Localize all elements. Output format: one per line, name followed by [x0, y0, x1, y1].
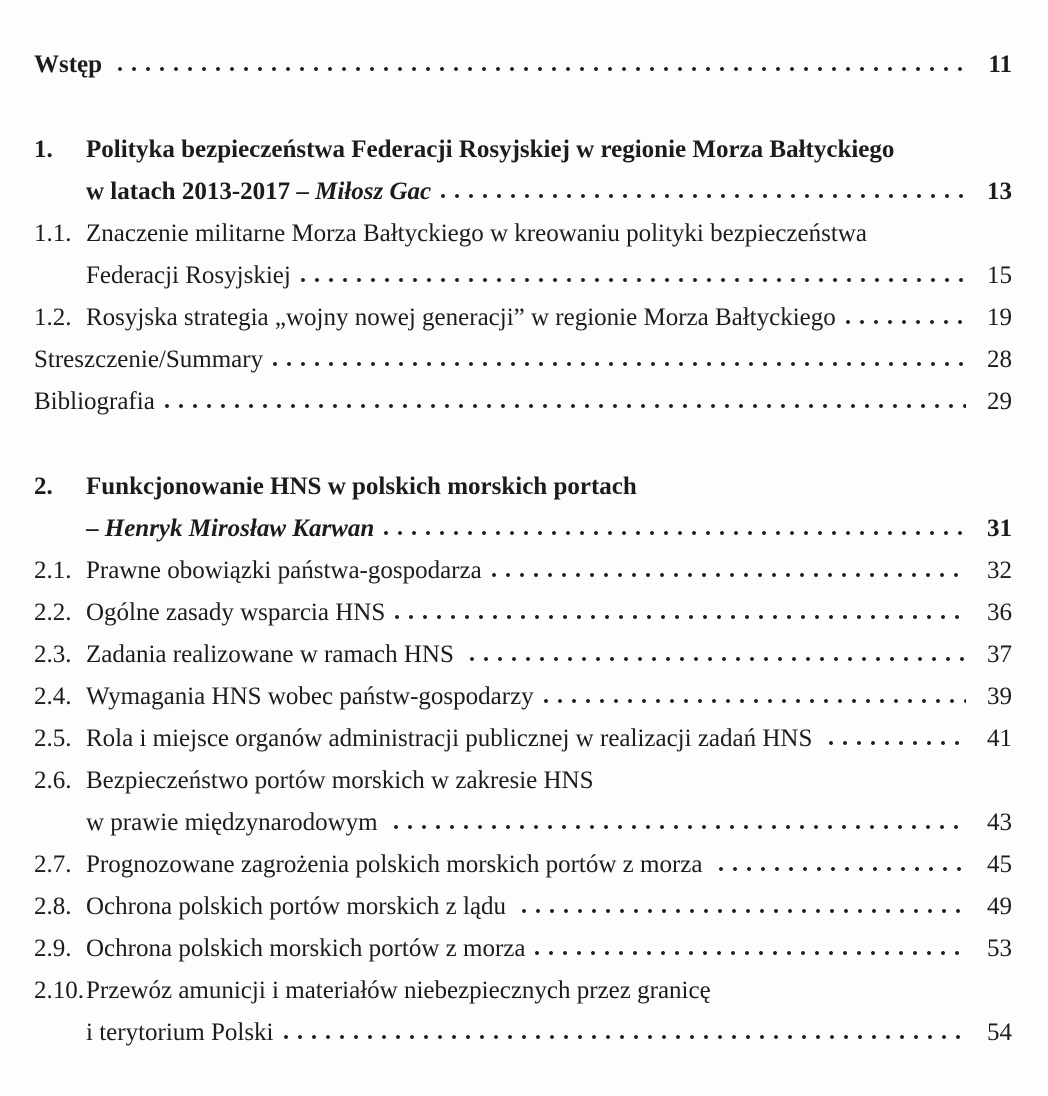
toc-entry-section-1-1 — [34, 213, 1012, 297]
toc-page-number: 32 — [987, 557, 1012, 584]
toc-entry-title: w prawie międzynarodowym — [86, 809, 384, 836]
toc-line — [34, 718, 1012, 760]
toc-page-number: 54 — [987, 1019, 1012, 1046]
toc-line — [34, 886, 1012, 928]
toc-page-number: 19 — [987, 304, 1012, 331]
toc-entry-number: 2.7. — [34, 851, 72, 878]
dot-leader — [469, 656, 966, 662]
toc-entry-section-2-8 — [34, 886, 1012, 928]
toc-entry-streszczenie-summary-1 — [34, 339, 1012, 381]
toc-page-number: 13 — [987, 178, 1012, 205]
dot-leader — [394, 614, 966, 620]
toc-entry-section-2-9 — [34, 928, 1012, 970]
toc-page-number: 49 — [987, 893, 1012, 920]
toc-line — [34, 592, 1012, 634]
toc-line — [34, 508, 1012, 550]
toc-page-number: 39 — [987, 683, 1012, 710]
toc-entry-title: Wstęp — [34, 51, 109, 78]
toc-entry-title: Rosyjska strategia „wojny nowej generacji” w regionie Morza Bałtyckiego — [86, 304, 836, 331]
toc-entry-chapter-1 — [34, 129, 1012, 213]
toc-line — [34, 297, 1012, 339]
dot-leader — [534, 950, 966, 956]
toc-entry-section-2-10 — [34, 970, 1012, 1054]
toc-entry-section-2-6 — [34, 760, 1012, 844]
toc-entry-title: Prognozowane zagrożenia polskich morskich portów z morza — [86, 851, 709, 878]
toc-entry-number: 2.2. — [34, 599, 72, 626]
toc-entry-number: 2.8. — [34, 893, 72, 920]
toc-entry-bibliografia-1 — [34, 381, 1012, 423]
toc-entry-title: Przewóz amunicji i materiałów niebezpiecznych przez granicę — [86, 977, 711, 1004]
toc-entry-title: Bezpieczeństwo portów morskich w zakresie HNS — [86, 767, 594, 794]
toc-line — [34, 213, 1012, 255]
toc-entry-number: 1.2. — [34, 304, 72, 331]
toc-entry-number: 2. — [34, 473, 53, 500]
toc-entry-section-1-2 — [34, 297, 1012, 339]
toc-entry-author: Henryk Mirosław Karwan — [104, 515, 375, 542]
dot-leader — [117, 66, 966, 72]
toc-entry-section-2-7 — [34, 844, 1012, 886]
toc-line — [34, 970, 1012, 1012]
toc-line — [34, 171, 1012, 213]
toc-entry-number: 2.6. — [34, 767, 72, 794]
toc-entry-title: Streszczenie/Summary — [34, 346, 264, 373]
dot-leader — [383, 530, 966, 536]
toc-page-number: 29 — [987, 388, 1012, 415]
toc-line — [34, 802, 1012, 844]
toc-page-number: 28 — [987, 346, 1012, 373]
toc-entry-title: Polityka bezpieczeństwa Federacji Rosyjskiej w regionie Morza Bałtyckiego — [86, 136, 895, 163]
toc-entry-chapter-2 — [34, 466, 1012, 550]
toc-line — [34, 339, 1012, 381]
toc-entry-section-2-4 — [34, 676, 1012, 718]
toc-entry-number: 1. — [34, 136, 53, 163]
dot-leader — [272, 361, 966, 367]
toc-entry-title: Zadania realizowane w ramach HNS — [86, 641, 461, 668]
dot-leader — [491, 572, 966, 578]
toc-page-number: 43 — [987, 809, 1012, 836]
toc-entry-title: Znaczenie militarne Morza Bałtyckiego w kreowaniu polityki bezpieczeństwa — [86, 220, 867, 247]
toc-entry-title: w latach 2013-2017 – — [86, 178, 316, 205]
dot-leader — [543, 698, 966, 704]
toc-page-number: 41 — [987, 725, 1012, 752]
dot-leader — [521, 908, 966, 914]
toc-entry-title: – — [86, 515, 105, 542]
dot-leader — [164, 403, 966, 409]
toc-page-number: 11 — [988, 51, 1012, 78]
toc-entry-title: Ochrona polskich portów morskich z lądu — [86, 893, 513, 920]
dot-leader — [440, 193, 966, 199]
toc-entry-section-2-1 — [34, 550, 1012, 592]
toc-entry-author: Miłosz Gac — [315, 178, 432, 205]
toc-page-number: 31 — [987, 515, 1012, 542]
toc-entry-section-2-3 — [34, 634, 1012, 676]
toc-line — [34, 634, 1012, 676]
toc-entry-number: 2.1. — [34, 557, 72, 584]
toc-line — [34, 844, 1012, 886]
toc-line — [34, 44, 1012, 86]
dot-leader — [300, 277, 966, 283]
toc-entry-title: Bibliografia — [34, 388, 155, 415]
toc-entry-title: i terytorium Polski — [86, 1019, 274, 1046]
toc-entry-title: Prawne obowiązki państwa-gospodarza — [86, 557, 482, 584]
toc-entry-title: Rola i miejsce organów administracji publicznej w realizacji zadań HNS — [86, 725, 819, 752]
toc-entry-title: Funkcjonowanie HNS w polskich morskich portach — [86, 473, 637, 500]
toc-line — [34, 381, 1012, 423]
toc-entry-title: Ogólne zasady wsparcia HNS — [86, 599, 386, 626]
toc-line — [34, 129, 1012, 171]
toc-entry-number: 2.3. — [34, 641, 72, 668]
dot-leader — [718, 866, 966, 872]
table-of-contents — [34, 44, 1012, 1054]
toc-entry-number: 2.5. — [34, 725, 72, 752]
toc-entry-title: Ochrona polskich morskich portów z morza — [86, 935, 526, 962]
toc-line — [34, 676, 1012, 718]
toc-entry-number: 1.1. — [34, 220, 72, 247]
toc-page-number: 45 — [987, 851, 1012, 878]
toc-entry-number: 2.4. — [34, 683, 72, 710]
toc-entry-wstep — [34, 44, 1012, 86]
toc-line — [34, 928, 1012, 970]
toc-line — [34, 760, 1012, 802]
toc-entry-title: Wymagania HNS wobec państw-gospodarzy — [86, 683, 534, 710]
dot-leader — [845, 319, 966, 325]
dot-leader — [828, 740, 966, 746]
toc-line — [34, 550, 1012, 592]
toc-page-number: 36 — [987, 599, 1012, 626]
toc-line — [34, 255, 1012, 297]
toc-line — [34, 1012, 1012, 1054]
toc-entry-title: Federacji Rosyjskiej — [86, 262, 291, 289]
toc-page-number: 53 — [987, 935, 1012, 962]
toc-entry-section-2-5 — [34, 718, 1012, 760]
toc-entry-number: 2.9. — [34, 935, 72, 962]
toc-page-number: 15 — [987, 262, 1012, 289]
toc-entry-number: 2.10. — [34, 977, 84, 1004]
dot-leader — [393, 824, 966, 830]
toc-entry-section-2-2 — [34, 592, 1012, 634]
toc-page-number: 37 — [987, 641, 1012, 668]
toc-line — [34, 466, 1012, 508]
dot-leader — [283, 1034, 967, 1040]
